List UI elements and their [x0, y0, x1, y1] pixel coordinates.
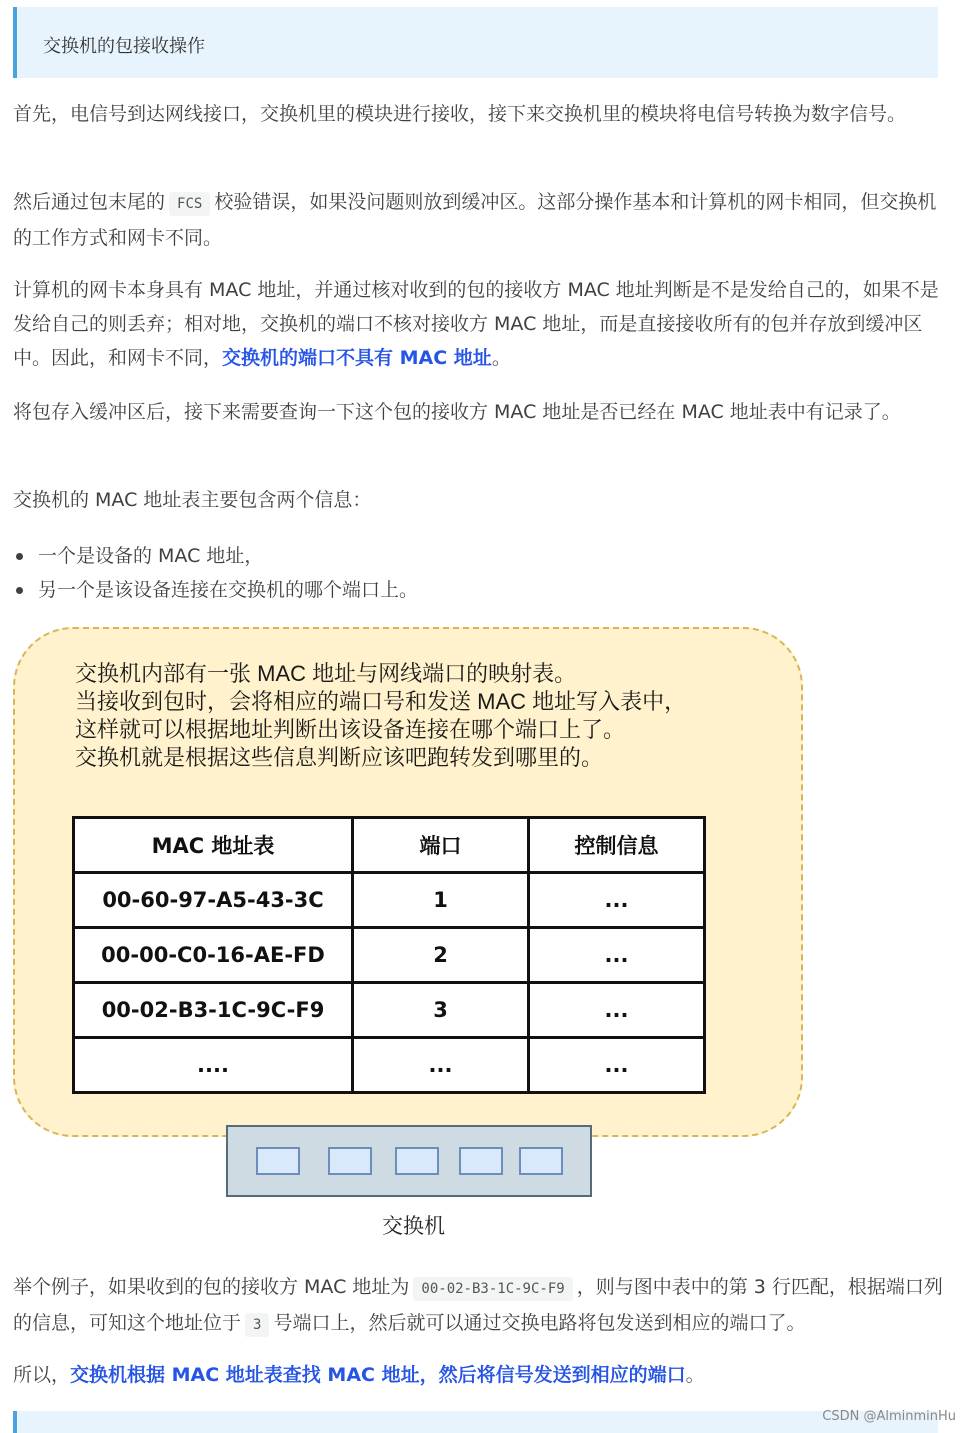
- table-header-row: [74, 818, 705, 873]
- bullet-list: [13, 539, 418, 607]
- switch-port: [256, 1147, 300, 1175]
- switch-label: 交换机: [382, 1214, 445, 1238]
- table-row: [74, 928, 705, 983]
- paragraph-3: [13, 273, 943, 375]
- switch-device: [226, 1125, 592, 1197]
- table-cell-mac: 00-00-C0-16-AE-FD: [74, 928, 353, 983]
- table-cell-control: ...: [529, 983, 705, 1038]
- switch-port: [459, 1147, 503, 1175]
- figure-line: 交换机内部有一张 MAC 地址与网线端口的映射表。: [75, 661, 577, 686]
- paragraph-7-after: 。: [685, 1364, 705, 1386]
- code-fcs: FCS: [169, 192, 210, 216]
- table-cell-port: ...: [353, 1038, 529, 1093]
- table-cell-control: ...: [529, 873, 705, 928]
- figure-caption-text: [75, 660, 686, 772]
- paragraph-2-after: 校验错误，如果没问题则放到缓冲区。这部分操作基本和计算机的网卡相同，但交换机的工作方式和网卡不同。: [13, 191, 937, 249]
- paragraph-7-strong: 交换机根据 MAC 地址表查找 MAC 地址，然后将信号发送到相应的端口: [70, 1364, 686, 1386]
- table-row: [74, 873, 705, 928]
- table-header-port: 端口: [353, 818, 529, 873]
- code-mac-address: 00-02-B3-1C-9C-F9: [413, 1277, 572, 1301]
- switch-port: [328, 1147, 372, 1175]
- next-section-quote: [13, 1411, 938, 1433]
- table-cell-mac: ....: [74, 1038, 353, 1093]
- table-header-mac: MAC 地址表: [74, 818, 353, 873]
- paragraph-6-before: 举个例子，如果收到的包的接收方 MAC 地址为: [13, 1276, 410, 1298]
- figure-line: 交换机就是根据这些信息判断应该吧跑转发到哪里的。: [75, 745, 604, 770]
- paragraph-6: [13, 1270, 943, 1342]
- table-cell-control: ...: [529, 928, 705, 983]
- bullet-item: 一个是设备的 MAC 地址，: [13, 539, 418, 573]
- code-port-number: 3: [245, 1313, 269, 1337]
- table-cell-control: ...: [529, 1038, 705, 1093]
- switch-port: [519, 1147, 563, 1175]
- section-heading-text: 交换机的包接收操作: [43, 36, 205, 57]
- paragraph-2: [13, 185, 943, 255]
- bullet-item: 另一个是该设备连接在交换机的哪个端口上。: [13, 573, 418, 607]
- paragraph-6-after: 号端口上，然后就可以通过交换电路将包发送到相应的端口了。: [273, 1312, 806, 1334]
- table-row: [74, 983, 705, 1038]
- table-cell-mac: 00-02-B3-1C-9C-F9: [74, 983, 353, 1038]
- table-header-control: 控制信息: [529, 818, 705, 873]
- figure-line: 当接收到包时，会将相应的端口号和发送 MAC 地址写入表中，: [75, 689, 687, 714]
- table-row: [74, 1038, 705, 1093]
- paragraph-7: [13, 1358, 943, 1392]
- mac-table-figure: [0, 620, 970, 1250]
- paragraph-4: 将包存入缓冲区后，接下来需要查询一下这个包的接收方 MAC 地址是否已经在 MAC 地址表中有记录了。: [13, 401, 901, 423]
- paragraph-7-before: 所以，: [13, 1364, 71, 1386]
- paragraph-6-mid: ，则与图中表中的第 3 行匹配，根据端口列的信息，可知这个地址位于: [13, 1276, 943, 1334]
- paragraph-3-strong: 交换机的端口不具有 MAC 地址: [222, 347, 492, 369]
- mac-address-table: [72, 816, 706, 1094]
- paragraph-1: 首先，电信号到达网线接口，交换机里的模块进行接收，接下来交换机里的模块将电信号转换为数字信号。: [13, 103, 907, 125]
- table-cell-port: 3: [353, 983, 529, 1038]
- switch-port: [395, 1147, 439, 1175]
- table-cell-port: 2: [353, 928, 529, 983]
- paragraph-5: 交换机的 MAC 地址表主要包含两个信息：: [13, 489, 372, 511]
- csdn-watermark: CSDN @AlminminHu: [822, 1409, 956, 1424]
- figure-line: 这样就可以根据地址判断出该设备连接在哪个端口上了。: [75, 717, 626, 742]
- table-cell-port: 1: [353, 873, 529, 928]
- section-heading-quote: [13, 7, 938, 78]
- paragraph-2-before: 然后通过包末尾的: [13, 191, 166, 213]
- paragraph-3-after: 。: [491, 347, 511, 369]
- table-cell-mac: 00-60-97-A5-43-3C: [74, 873, 353, 928]
- paragraph-3-before: 计算机的网卡本身具有 MAC 地址，并通过核对收到的包的接收方 MAC 地址判断是不是发给自己的，如果不是发给自己的则丢弃；相对地，交换机的端口不核对接收方 MAC 地址，而是直接接收所有的包并存放到缓冲区中。因此，和网卡不同，: [13, 279, 939, 369]
